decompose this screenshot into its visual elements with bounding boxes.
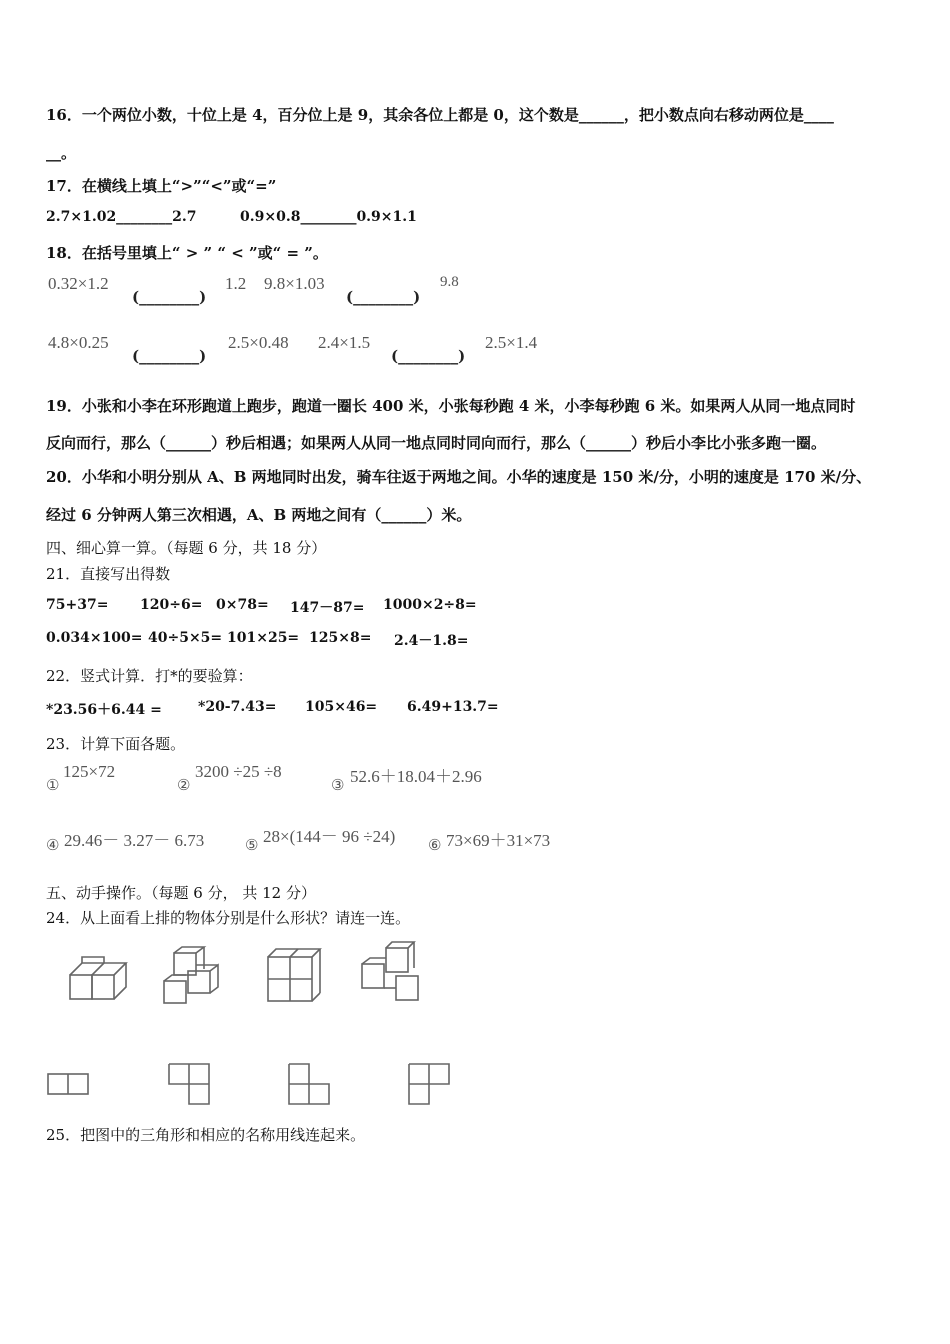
- q21-title: 21．直接写出得数: [46, 565, 171, 583]
- top-view-shape-4: [405, 1060, 453, 1108]
- cube-stack-figure-3: [262, 945, 322, 1005]
- cube-stack-figure-1: [60, 955, 130, 1005]
- q21-r2-c2: 40÷5×5=: [148, 630, 223, 646]
- q21-r2-c3: 101×25=: [227, 630, 300, 646]
- q24-title: 24．从上面看上排的物体分别是什么形状？请连一连。: [46, 909, 411, 927]
- q21-r2-c1: 0.034×100=: [46, 630, 143, 646]
- q18-r1-left-1: 0.32×1.2: [48, 274, 109, 293]
- q21-r1-c1: 75+37=: [46, 597, 109, 613]
- q22-title: 22．竖式计算．打*的要验算：: [46, 667, 253, 685]
- q18-r2-right-2: 2.5×1.4: [485, 333, 538, 352]
- q23-expr-6: 73×69＋31×73: [446, 831, 551, 850]
- q23-expr-4: 29.46－ 3.27－ 6.73: [64, 831, 205, 850]
- q23-num-6: ⑥: [428, 836, 442, 854]
- q18-r1-right-2: 9.8: [440, 274, 459, 290]
- q20-line1: 20．小华和小明分别从 A、B 两地同时出发，骑车往返于两地之间。小华的速度是 150 米/分，小明的速度是 170 米/分、: [46, 468, 872, 486]
- q23-expr-5: 28×(144－ 96 ÷24): [263, 827, 396, 846]
- q18-r1-blank-1[interactable]: (________): [132, 288, 207, 306]
- q18-r2-blank-1[interactable]: (________): [132, 347, 207, 365]
- q22-item-1: *23.56＋6.44 =: [46, 702, 162, 718]
- top-view-shape-3: [285, 1060, 333, 1108]
- q23-num-1: ①: [46, 776, 60, 794]
- q18-r1-right-1: 1.2: [225, 274, 247, 293]
- q21-r1-c3: 0×78=: [216, 597, 269, 613]
- q22-item-4: 6.49+13.7=: [407, 699, 499, 715]
- q18-r1-blank-2[interactable]: (________): [346, 288, 421, 306]
- q17-item-1: 2.7×1.02________2.7: [46, 209, 197, 225]
- q16-line2: __。: [46, 144, 77, 162]
- q18-r2-right-1: 2.5×0.48: [228, 333, 289, 352]
- q22-item-2: *20-7.43=: [198, 699, 277, 715]
- q18-title: 18．在括号里填上“ > ” “ < ”或“ = ”。: [46, 244, 328, 262]
- q19-line2: 反向而行，那么（______）秒后相遇；如果两人从同一地点同时同向而行，那么（______）秒后小李比小张多跑一圈。: [46, 434, 827, 452]
- q18-r2-blank-2[interactable]: (________): [391, 347, 466, 365]
- q23-num-4: ④: [46, 836, 60, 854]
- q23-num-2: ②: [177, 776, 191, 794]
- q21-r2-c4: 125×8=: [309, 630, 372, 646]
- cube-stack-figure-4: [356, 938, 426, 1006]
- q20-line2: 经过 6 分钟两人第三次相遇，A、B 两地之间有（______）米。: [46, 506, 472, 524]
- q25-title: 25．把图中的三角形和相应的名称用线连起来。: [46, 1126, 366, 1144]
- section-5-heading: 五、动手操作。（每题 6 分， 共 12 分）: [46, 884, 316, 902]
- q23-num-5: ⑤: [245, 836, 259, 854]
- q21-r1-c2: 120÷6=: [140, 597, 203, 613]
- section-4-heading: 四、细心算一算。（每题 6 分，共 18 分）: [46, 539, 327, 557]
- q18-r2-left-1: 4.8×0.25: [48, 333, 109, 352]
- q17-item-2: 0.9×0.8________0.9×1.1: [240, 209, 417, 225]
- q21-r1-c5: 1000×2÷8=: [383, 597, 477, 613]
- q17-title: 17．在横线上填上“>”“<”或“=”: [46, 177, 277, 195]
- q23-expr-3: 52.6＋18.04＋2.96: [350, 767, 482, 786]
- q18-r1-left-2: 9.8×1.03: [264, 274, 325, 293]
- q23-expr-2: 3200 ÷25 ÷8: [195, 762, 282, 781]
- q22-item-3: 105×46=: [305, 699, 378, 715]
- q19-line1: 19．小张和小李在环形跑道上跑步，跑道一圈长 400 米，小张每秒跑 4 米，小李每秒跑 6 米。如果两人从同一地点同时: [46, 397, 856, 415]
- q23-expr-1: 125×72: [63, 762, 116, 781]
- q23-num-3: ③: [331, 776, 345, 794]
- cube-stack-figure-2: [158, 945, 228, 1010]
- top-view-shape-2: [165, 1060, 213, 1108]
- q23-title: 23．计算下面各题。: [46, 735, 186, 753]
- q21-r1-c4: 147－87=: [290, 600, 365, 616]
- q16-line1: 16．一个两位小数，十位上是 4，百分位上是 9，其余各位上都是 0，这个数是______，把小数点向右移动两位是____: [46, 106, 834, 124]
- q21-r2-c5: 2.4－1.8=: [394, 633, 469, 649]
- q18-r2-left-2: 2.4×1.5: [318, 333, 371, 352]
- top-view-shape-1: [46, 1072, 92, 1098]
